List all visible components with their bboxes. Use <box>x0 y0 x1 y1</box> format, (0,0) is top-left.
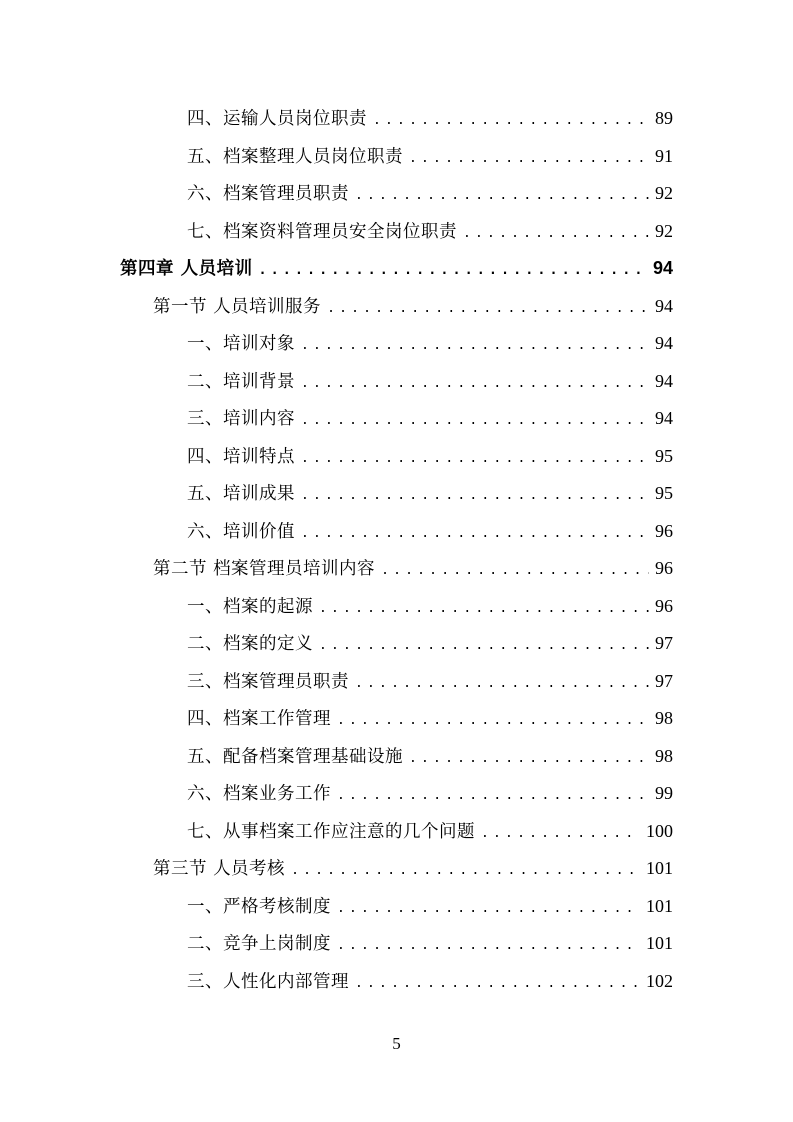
dot-leader <box>301 327 649 364</box>
page-number: 5 <box>392 1034 401 1053</box>
toc-section-entry[interactable] <box>153 850 673 887</box>
toc-entry[interactable] <box>187 663 673 700</box>
toc-entry-page: 99 <box>655 783 673 803</box>
toc-entry-page: 91 <box>655 145 673 166</box>
dot-leader <box>409 740 649 777</box>
toc-entry-page: 95 <box>655 445 673 466</box>
toc-entry-title: 七、从事档案工作应注意的几个问题 <box>187 821 475 842</box>
toc-entry-title: 第三节 人员考核 <box>153 859 286 879</box>
toc-entry-page: 98 <box>655 745 673 766</box>
toc-entry-page: 95 <box>655 483 673 503</box>
toc-entry-page: 98 <box>655 708 673 728</box>
toc-entry-title: 二、竞争上岗制度 <box>187 934 331 954</box>
toc-entry-title: 一、严格考核制度 <box>187 896 331 917</box>
toc-entry-page: 100 <box>646 820 673 841</box>
toc-entry[interactable] <box>187 588 673 625</box>
toc-entry-title: 三、档案管理员职责 <box>187 671 349 692</box>
dot-leader <box>355 965 640 1002</box>
toc-entry[interactable] <box>187 775 673 812</box>
toc-entry-page: 94 <box>652 258 673 278</box>
toc-entry-title: 四、档案工作管理 <box>187 709 331 729</box>
toc-entry-title: 三、培训内容 <box>187 409 295 429</box>
toc-entry[interactable] <box>187 888 673 925</box>
toc-entry-title: 六、档案管理员职责 <box>187 184 349 204</box>
toc-entry-title: 四、运输人员岗位职责 <box>187 109 367 129</box>
toc-entry-page: 94 <box>655 295 673 316</box>
dot-leader <box>409 140 649 177</box>
toc-entry[interactable] <box>187 438 673 475</box>
toc-entry-page: 94 <box>655 333 673 353</box>
toc-entry[interactable] <box>187 213 673 250</box>
toc-section-entry[interactable] <box>153 550 673 587</box>
dot-leader <box>381 552 649 589</box>
dot-leader <box>355 177 649 214</box>
toc-entry[interactable] <box>187 175 673 212</box>
dot-leader <box>291 852 640 889</box>
toc-section-entry[interactable] <box>153 288 673 325</box>
toc-entry-page: 92 <box>655 220 673 241</box>
toc-entry[interactable] <box>187 625 673 662</box>
dot-leader <box>481 815 640 852</box>
toc-entry-title: 第二节 档案管理员培训内容 <box>153 559 376 579</box>
dot-leader <box>319 590 649 627</box>
toc-chapter-entry[interactable] <box>120 250 673 287</box>
dot-leader <box>301 402 649 439</box>
toc-entry-page: 101 <box>646 933 673 953</box>
dot-leader <box>301 477 649 514</box>
toc-entry[interactable] <box>187 738 673 775</box>
dot-leader <box>355 665 649 702</box>
toc-entry[interactable] <box>187 100 673 137</box>
toc-entry-title: 第一节 人员培训服务 <box>153 296 322 317</box>
toc-entry-title: 五、档案整理人员岗位职责 <box>187 146 403 167</box>
dot-leader <box>327 290 649 327</box>
dot-leader <box>337 702 649 739</box>
toc-entry-page: 94 <box>655 408 673 428</box>
dot-leader <box>301 440 649 477</box>
toc-entry[interactable] <box>187 513 673 550</box>
toc-entry-title: 二、培训背景 <box>187 371 295 392</box>
toc-entry-page: 96 <box>655 520 673 541</box>
toc-entry-page: 92 <box>655 183 673 203</box>
toc-entry[interactable] <box>187 963 673 1000</box>
dot-leader <box>301 365 649 402</box>
toc-entry-page: 97 <box>655 633 673 653</box>
dot-leader <box>373 102 649 139</box>
dot-leader <box>463 215 649 252</box>
toc-entry[interactable] <box>187 813 673 850</box>
toc-entry[interactable] <box>187 700 673 737</box>
toc-entry-page: 96 <box>655 558 673 578</box>
toc-entry-title: 三、人性化内部管理 <box>187 971 349 992</box>
toc-entry-title: 七、档案资料管理员安全岗位职责 <box>187 221 457 242</box>
toc-entry-title: 六、培训价值 <box>187 521 295 542</box>
toc-entry-title: 一、档案的起源 <box>187 596 313 617</box>
toc-entry-title: 五、配备档案管理基础设施 <box>187 746 403 767</box>
toc-entry-title: 一、培训对象 <box>187 334 295 354</box>
toc-entry-title: 六、档案业务工作 <box>187 784 331 804</box>
toc-entry-page: 102 <box>646 970 673 991</box>
toc-entry[interactable] <box>187 925 673 962</box>
toc-entry-page: 94 <box>655 370 673 391</box>
toc-entry-page: 101 <box>646 858 673 878</box>
dot-leader <box>337 777 649 814</box>
dot-leader <box>259 252 647 289</box>
toc-entry[interactable] <box>187 475 673 512</box>
toc-entry-page: 101 <box>646 895 673 916</box>
toc-entry-title: 五、培训成果 <box>187 484 295 504</box>
dot-leader <box>337 890 640 927</box>
toc-entry[interactable] <box>187 363 673 400</box>
toc-entry-title: 二、档案的定义 <box>187 634 313 654</box>
toc-entry[interactable] <box>187 325 673 362</box>
toc-entry-title: 四、培训特点 <box>187 446 295 467</box>
toc-entry-title: 第四章 人员培训 <box>120 259 253 279</box>
toc-entry[interactable] <box>187 400 673 437</box>
toc-entry-page: 97 <box>655 670 673 691</box>
dot-leader <box>301 515 649 552</box>
dot-leader <box>319 627 649 664</box>
toc-entry-page: 89 <box>655 108 673 128</box>
dot-leader <box>337 927 640 964</box>
toc-entry-page: 96 <box>655 595 673 616</box>
toc-entry[interactable] <box>187 138 673 175</box>
